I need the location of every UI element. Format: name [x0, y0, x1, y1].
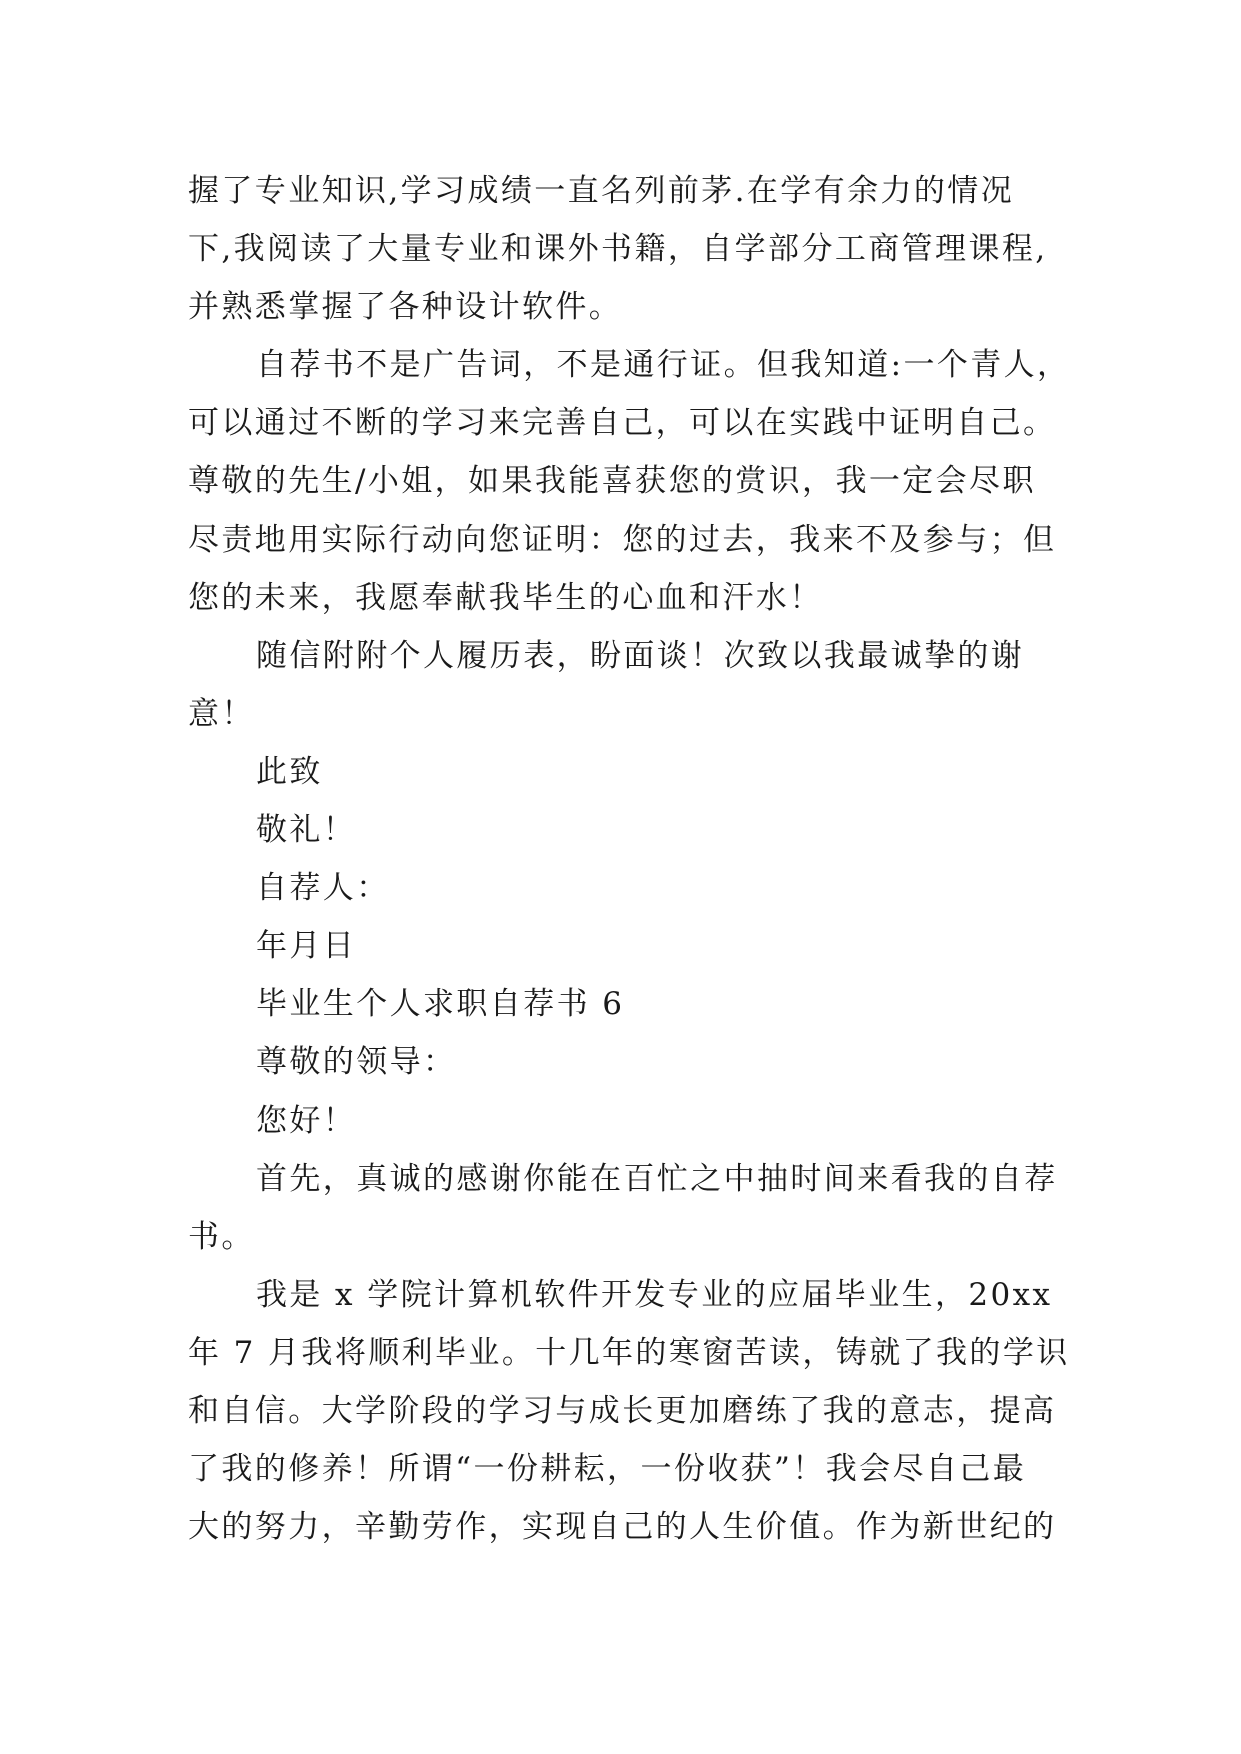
text-line: 您的未来，我愿奉献我毕生的心血和汗水！	[188, 579, 823, 616]
text-line: 尊敬的先生/小姐，如果我能喜获您的赏识，我一定会尽职	[188, 463, 1036, 500]
text-line: 大的努力，辛勤劳作，实现自己的人生价值。作为新世纪的	[188, 1509, 1057, 1546]
text-line: 毕业生个人求职自荐书 6	[256, 986, 625, 1023]
text-line: 年 7 月我将顺利毕业。十几年的寒窗苦读，铸就了我的学识	[188, 1334, 1070, 1371]
text-line: 并熟悉掌握了各种设计软件。	[188, 289, 623, 326]
text-line: 了我的修养！所谓“一份耕耘，一份收获”！我会尽自己最	[188, 1451, 1027, 1488]
text-line: 书。	[188, 1218, 255, 1255]
text-line: 自荐书不是广告词，不是通行证。但我知道:一个青人，	[256, 347, 1071, 384]
text-line: 随信附附个人履历表，盼面谈！次致以我最诚挚的谢	[256, 637, 1025, 674]
text-line: 握了专业知识,学习成绩一直名列前茅.在学有余力的情况	[188, 173, 1015, 209]
text-line: 此致	[256, 753, 323, 790]
text-line: 首先，真诚的感谢你能在百忙之中抽时间来看我的自荐	[256, 1160, 1058, 1197]
text-line: 年月日	[256, 928, 357, 965]
text-line: 我是 x 学院计算机软件开发专业的应届毕业生，20xx	[256, 1276, 1053, 1313]
text-line: 和自信。大学阶段的学习与成长更加磨练了我的意志，提高	[188, 1392, 1057, 1429]
text-line: 尊敬的领导：	[256, 1044, 457, 1081]
letter-body	[188, 162, 1071, 1556]
text-line: 自荐人：	[256, 870, 390, 907]
text-line: 您好！	[256, 1102, 357, 1139]
text-line: 意！	[188, 695, 255, 732]
text-line: 尽责地用实际行动向您证明：您的过去，我来不及参与；但	[188, 521, 1057, 558]
text-line: 敬礼！	[256, 812, 357, 849]
text-line: 下,我阅读了大量专业和课外书籍，自学部分工商管理课程,	[188, 231, 1048, 268]
text-line: 可以通过不断的学习来完善自己，可以在实践中证明自己。	[188, 405, 1057, 442]
